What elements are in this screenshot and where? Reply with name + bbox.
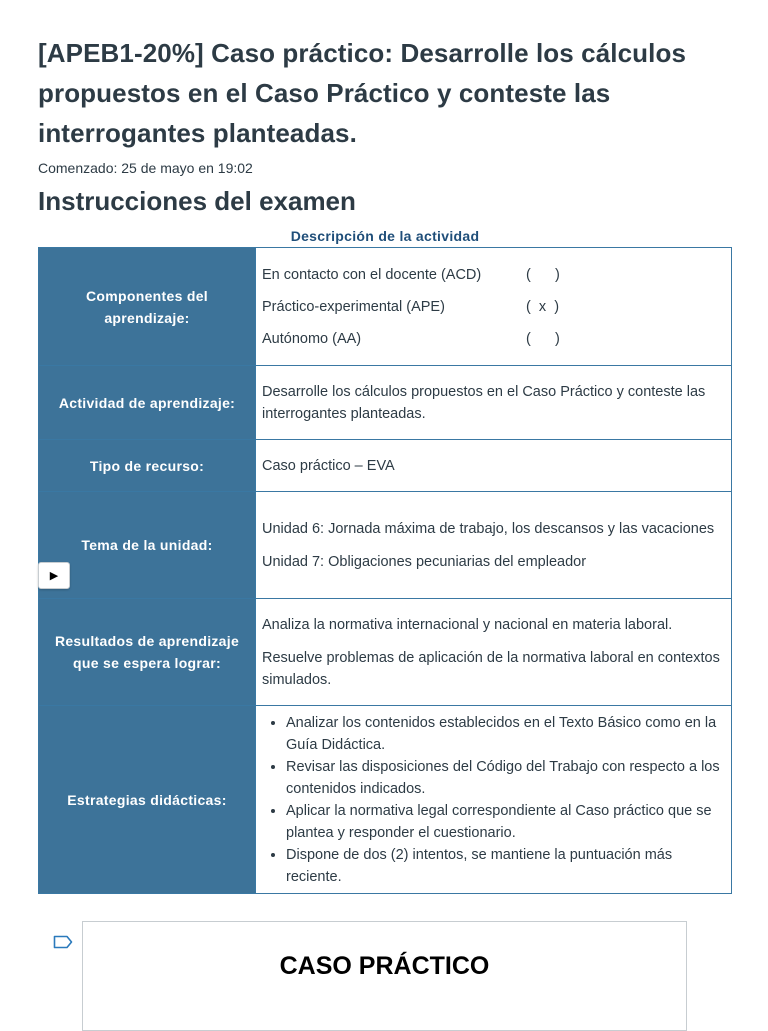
component-mark: ( x ) [526, 298, 560, 315]
list-item: • Analizar los contenidos establecidos en el Texto Básico como en la Guía Didáctica. [286, 712, 725, 756]
component-item [262, 296, 725, 318]
instructions-heading: Instrucciones del examen [38, 186, 356, 216]
component-name: En contacto con el docente (ACD) [262, 266, 482, 283]
table-row [39, 706, 732, 894]
row-value-actividad: Desarrolle los cálculos propuestos en el Caso Práctico y conteste las interrogantes planteadas. [256, 366, 732, 440]
learning-outcome: Resuelve problemas de aplicación de la normativa laboral en contextos simulados. [262, 649, 720, 688]
list-item: • Revisar las disposiciones del Código del Trabajo con respecto a los contenidos indicados. [286, 756, 725, 800]
flag-icon[interactable] [53, 934, 73, 950]
table-row [39, 492, 732, 599]
play-icon: ▶ [49, 570, 59, 582]
component-name: Práctico-experimental (APE) [262, 298, 445, 315]
row-label-estrategias: Estrategias didácticas: [39, 706, 256, 894]
question-heading: CASO PRÁCTICO [279, 952, 490, 980]
component-item [262, 264, 725, 286]
row-value-estrategias [256, 706, 732, 894]
component-name: Autónomo (AA) [262, 330, 362, 347]
question-box [82, 921, 687, 1031]
row-label-tipo: Tipo de recurso: [39, 440, 256, 492]
table-row [39, 366, 732, 440]
component-mark: ( ) [526, 266, 560, 283]
play-button[interactable] [38, 562, 70, 589]
row-label-resultados: Resultados de aprendizaje que se espera lograr: [39, 599, 256, 706]
row-value-resultados [256, 599, 732, 706]
page-title: [APEB1-20%] Caso práctico: Desarrolle los cálculos propuestos en el Caso Práctico y conteste las interrogantes planteadas. [38, 38, 687, 148]
quiz-content [38, 0, 732, 894]
learning-outcome: Analiza la normativa internacional y nacional en materia laboral. [262, 616, 673, 633]
unit-topic: Unidad 7: Obligaciones pecuniarias del empleador [262, 553, 587, 570]
row-label-componentes: Componentes del aprendizaje: [39, 248, 256, 366]
table-caption: Descripción de la actividad [290, 228, 480, 244]
unit-topic: Unidad 6: Jornada máxima de trabajo, los descansos y las vacaciones [262, 520, 715, 537]
row-label-actividad: Actividad de aprendizaje: [39, 366, 256, 440]
list-item: • Dispone de dos (2) intentos, se mantiene la puntuación más reciente. [286, 844, 725, 888]
row-label-tema: Tema de la unidad: [39, 492, 256, 599]
started-timestamp: Comenzado: 25 de mayo en 19:02 [38, 160, 253, 176]
list-item: • Aplicar la normativa legal correspondiente al Caso práctico que se plantea y responder el cuestionario. [286, 800, 725, 844]
table-row [39, 248, 732, 366]
row-value-tema [256, 492, 732, 599]
table-row [39, 440, 732, 492]
component-mark: ( ) [526, 330, 560, 347]
row-value-tipo: Caso práctico – EVA [256, 440, 732, 492]
strategy-list [262, 712, 725, 888]
row-value-componentes [256, 248, 732, 366]
table-row [39, 599, 732, 706]
component-item [262, 328, 725, 350]
activity-description-table [38, 247, 732, 894]
